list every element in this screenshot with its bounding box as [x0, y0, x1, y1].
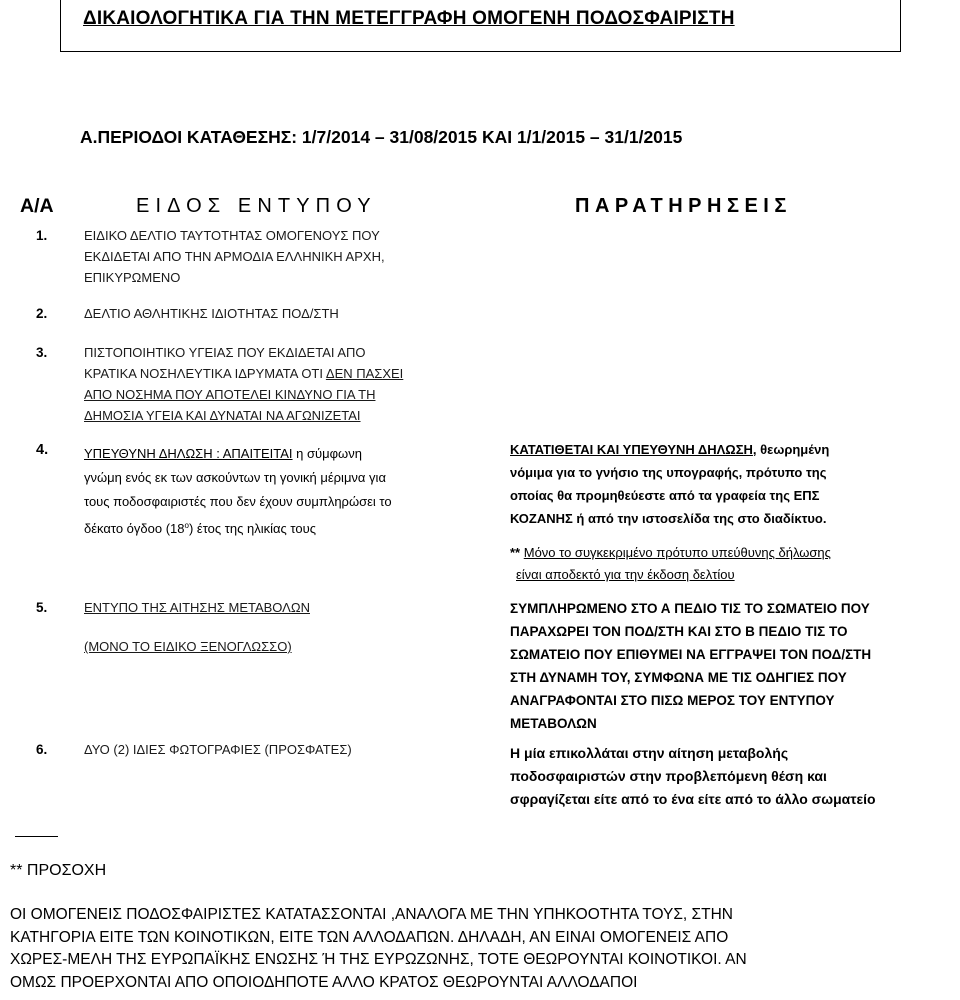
row-4-remark-text: , θεωρημένη — [752, 442, 830, 457]
only-template-line: είναι αποδεκτό για την έκδοση δελτίου — [516, 567, 735, 582]
row-5-description — [84, 597, 310, 657]
row-4-text: ) έτος της ηλικίας τους — [188, 521, 316, 536]
row-3-line: ΑΠΟ ΝΟΣΗΜΑ ΠΟΥ ΑΠΟΤΕΛΕΙ ΚΙΝΔΥΝΟ ΓΙΑ ΤΗ — [84, 387, 376, 402]
row-4-heading: ΥΠΕΥΘΥΝΗ ΔΗΛΩΣΗ : ΑΠΑΙΤΕΙΤΑΙ — [84, 446, 293, 461]
header-eidos: ΕΙΔΟΣ ΕΝΤΥΠΟΥ — [136, 195, 377, 217]
row-4-remark-line — [510, 438, 829, 461]
row-3-number: 3. — [36, 345, 48, 360]
row-5-remark-line: ΑΝΑΓΡΑΦΟΝΤΑΙ ΣΤΟ ΠΙΣΩ ΜΕΡΟΣ ΤΟΥ ΕΝΤΥΠΟΥ — [510, 693, 835, 708]
row-6-description — [84, 739, 352, 760]
row-2-line: ΔΕΛΤΙΟ ΑΘΛΗΤΙΚΗΣ ΙΔΙΟΤΗΤΑΣ ΠΟΔ/ΣΤΗ — [84, 306, 339, 321]
row-2-number: 2. — [36, 306, 48, 321]
final-line: ΚΑΤΗΓΟΡΙΑ ΕΙΤΕ ΤΩΝ ΚΟΙΝΟΤΙΚΩΝ, ΕΙΤΕ ΤΩΝ ΑΛΛΟΔΑΠΩΝ. ΔΗΛΑΔΗ, ΑΝ ΕΙΝΑΙ ΟΜΟΓΕΝΕΙΣ ΑΠΟ — [10, 928, 729, 946]
row-3-description — [84, 342, 403, 426]
submission-period: Α.ΠΕΡΙΟΔΟΙ ΚΑΤΑΘΕΣΗΣ: 1/7/2014 – 31/08/2015 ΚΑΙ 1/1/2015 – 31/1/2015 — [80, 127, 683, 147]
row-6-remark-line: σφραγίζεται είτε από το ένα είτε από το άλλο σωματείο — [510, 791, 876, 807]
row-3-line — [84, 363, 403, 384]
final-paragraph — [10, 904, 747, 994]
row-4-remark-heading: ΚΑΤΑΤΙΘΕΤΑΙ ΚΑΙ ΥΠΕΥΘΥΝΗ ΔΗΛΩΣΗ — [510, 442, 753, 457]
row-4-remark — [510, 438, 829, 530]
row-5-line: (ΜΟΝΟ ΤΟ ΕΙΔΙΚΟ ΞΕΝΟΓΛΩΣΣΟ) — [84, 639, 292, 654]
row-1-line: ΕΙΔΙΚΟ ΔΕΛΤΙΟ ΤΑΥΤΟΤΗΤΑΣ ΟΜΟΓΕΝΟΥΣ ΠΟΥ — [84, 228, 380, 243]
row-5-line: ΕΝΤΥΠΟ ΤΗΣ ΑΙΤΗΣΗΣ ΜΕΤΑΒΟΛΩΝ — [84, 600, 310, 615]
row-4-text: δέκατο όγδοο (18 — [84, 521, 185, 536]
row-1-description — [84, 225, 385, 288]
row-6-remark — [510, 742, 876, 811]
row-3-text: ΚΡΑΤΙΚΑ ΝΟΣΗΛΕΥΤΙΚΑ ΙΔΡΥΜΑΤΑ ΟΤΙ — [84, 366, 326, 381]
only-template-prefix: ** — [510, 545, 524, 560]
row-3-underlined-text: ΔΕΝ ΠΑΣΧΕΙ — [325, 366, 404, 381]
row-4-line — [84, 514, 392, 541]
document-title: ΔΙΚΑΙΟΛΟΓΗΤΙΚΑ ΓΙΑ ΤΗΝ ΜΕΤΕΓΓΡΑΦΗ ΟΜΟΓΕΝΗ ΠΟΔΟΣΦΑΙΡΙΣΤΗ — [83, 8, 735, 29]
row-5-remark — [510, 597, 871, 735]
final-line: ΧΩΡΕΣ-ΜΕΛΗ ΤΗΣ ΕΥΡΩΠΑΪΚΗΣ ΕΝΩΣΗΣ Ή ΤΗΣ ΕΥΡΩΖΩΝΗΣ, ΤΟΤΕ ΘΕΩΡΟΥΝΤΑΙ ΚΟΙΝΟΤΙΚΟΙ. ΑΝ — [10, 951, 747, 968]
header-paratiriseis: ΠΑΡΑΤΗΡΗΣΕΙΣ — [575, 195, 792, 217]
final-line: ΟΜΩΣ ΠΡΟΕΡΧΟΝΤΑΙ ΑΠΟ ΟΠΟΙΟΔΗΠΟΤΕ ΑΛΛΟ ΚΡΑΤΟΣ ΘΕΩΡΟΥΝΤΑΙ ΑΛΛΟΔΑΠΟΙ — [10, 973, 638, 991]
row-4-line: τους ποδοσφαιριστές που δεν έχουν συμπληρώσει το — [84, 494, 392, 509]
footnote-separator — [15, 836, 58, 837]
row-1-line: ΕΠΙΚΥΡΩΜΕΝΟ — [84, 270, 181, 285]
row-5-remark-line: ΠΑΡΑΧΩΡΕΙ ΤΟΝ ΠΟΔ/ΣΤΗ ΚΑΙ ΣΤΟ Β ΠΕΔΙΟ ΤΙΣ ΤΟ — [510, 624, 848, 639]
row-6-line: ΔΥΟ (2) ΙΔΙΕΣ ΦΩΤΟΓΡΑΦΙΕΣ (ΠΡΟΣΦΑΤΕΣ) — [84, 742, 352, 757]
title-box — [60, 0, 901, 52]
row-4-line — [84, 442, 392, 466]
row-2-description — [84, 303, 339, 324]
row-5-remark-line: ΣΩΜΑΤΕΙΟ ΠΟΥ ΕΠΙΘΥΜΕΙ ΝΑ ΕΓΓΡΑΨΕΙ ΤΟΝ ΠΟΔ/ΣΤΗ — [510, 647, 872, 662]
row-4-remark-line: οποίας θα προμηθεύεστε από τα γραφεία της ΕΠΣ — [510, 488, 820, 503]
row-6-remark-line: Η μία επικολλάται στην αίτηση μεταβολής — [510, 745, 789, 761]
row-1-line: ΕΚΔΙΔΕΤΑΙ ΑΠΟ ΤΗΝ ΑΡΜΟΔΙΑ ΕΛΛΗΝΙΚΗ ΑΡΧΗ, — [84, 249, 385, 264]
row-1-number: 1. — [36, 228, 48, 243]
row-5-number: 5. — [36, 600, 48, 615]
row-6-number: 6. — [36, 742, 48, 757]
row-5-remark-line: ΜΕΤΑΒΟΛΩΝ — [510, 716, 597, 731]
only-template-text: Μόνο το συγκεκριμένο πρότυπο υπεύθυνης δήλωσης — [523, 545, 831, 560]
row-6-remark-line: ποδοσφαιριστών στην προβλεπόμενη θέση και — [510, 768, 827, 784]
row-4-text: η σύμφωνη — [292, 446, 362, 461]
row-4-line: γνώμη ενός εκ των ασκούντων τη γονική μέριμνα για — [84, 470, 386, 485]
final-line: ΟΙ ΟΜΟΓΕΝΕΙΣ ΠΟΔΟΣΦΑΙΡΙΣΤΕΣ ΚΑΤΑΤΑΣΣΟΝΤΑΙ ,ΑΝΑΛΟΓΑ ΜΕ ΤΗΝ ΥΠΗΚΟΟΤΗΤΑ ΤΟΥΣ, ΣΤΗΝ — [10, 906, 733, 923]
header-aa: Α/Α — [20, 195, 54, 217]
row-4-remark-line: νόμιμα για το γνήσιο της υπογραφής, πρότυπο της — [510, 465, 827, 480]
row-4-number: 4. — [36, 442, 49, 458]
row-4-remark-line: ΚΟΖΑΝΗΣ ή από την ιστοσελίδα της στο διαδίκτυο. — [510, 511, 827, 526]
only-template-note — [510, 542, 831, 586]
attention-label: ** ΠΡΟΣΟΧΗ — [10, 862, 107, 879]
row-3-line: ΠΙΣΤΟΠΟΙΗΤΙΚΟ ΥΓΕΙΑΣ ΠΟΥ ΕΚΔΙΔΕΤΑΙ ΑΠΟ — [84, 345, 366, 360]
row-5-remark-line: ΣΥΜΠΛΗΡΩΜΕΝΟ ΣΤΟ Α ΠΕΔΙΟ ΤΙΣ ΤΟ ΣΩΜΑΤΕΙΟ ΠΟΥ — [510, 601, 870, 616]
only-template-line — [510, 542, 831, 564]
row-4-description — [84, 442, 392, 541]
ordinal-superscript: ο — [184, 521, 189, 530]
row-3-line: ΔΗΜΟΣΙΑ ΥΓΕΙΑ ΚΑΙ ΔΥΝΑΤΑΙ ΝΑ ΑΓΩΝΙΖΕΤΑΙ — [84, 408, 361, 423]
row-5-remark-line: ΣΤΗ ΔΥΝΑΜΗ ΤΟΥ, ΣΥΜΦΩΝΑ ΜΕ ΤΙΣ ΟΔΗΓΙΕΣ ΠΟΥ — [510, 670, 847, 685]
